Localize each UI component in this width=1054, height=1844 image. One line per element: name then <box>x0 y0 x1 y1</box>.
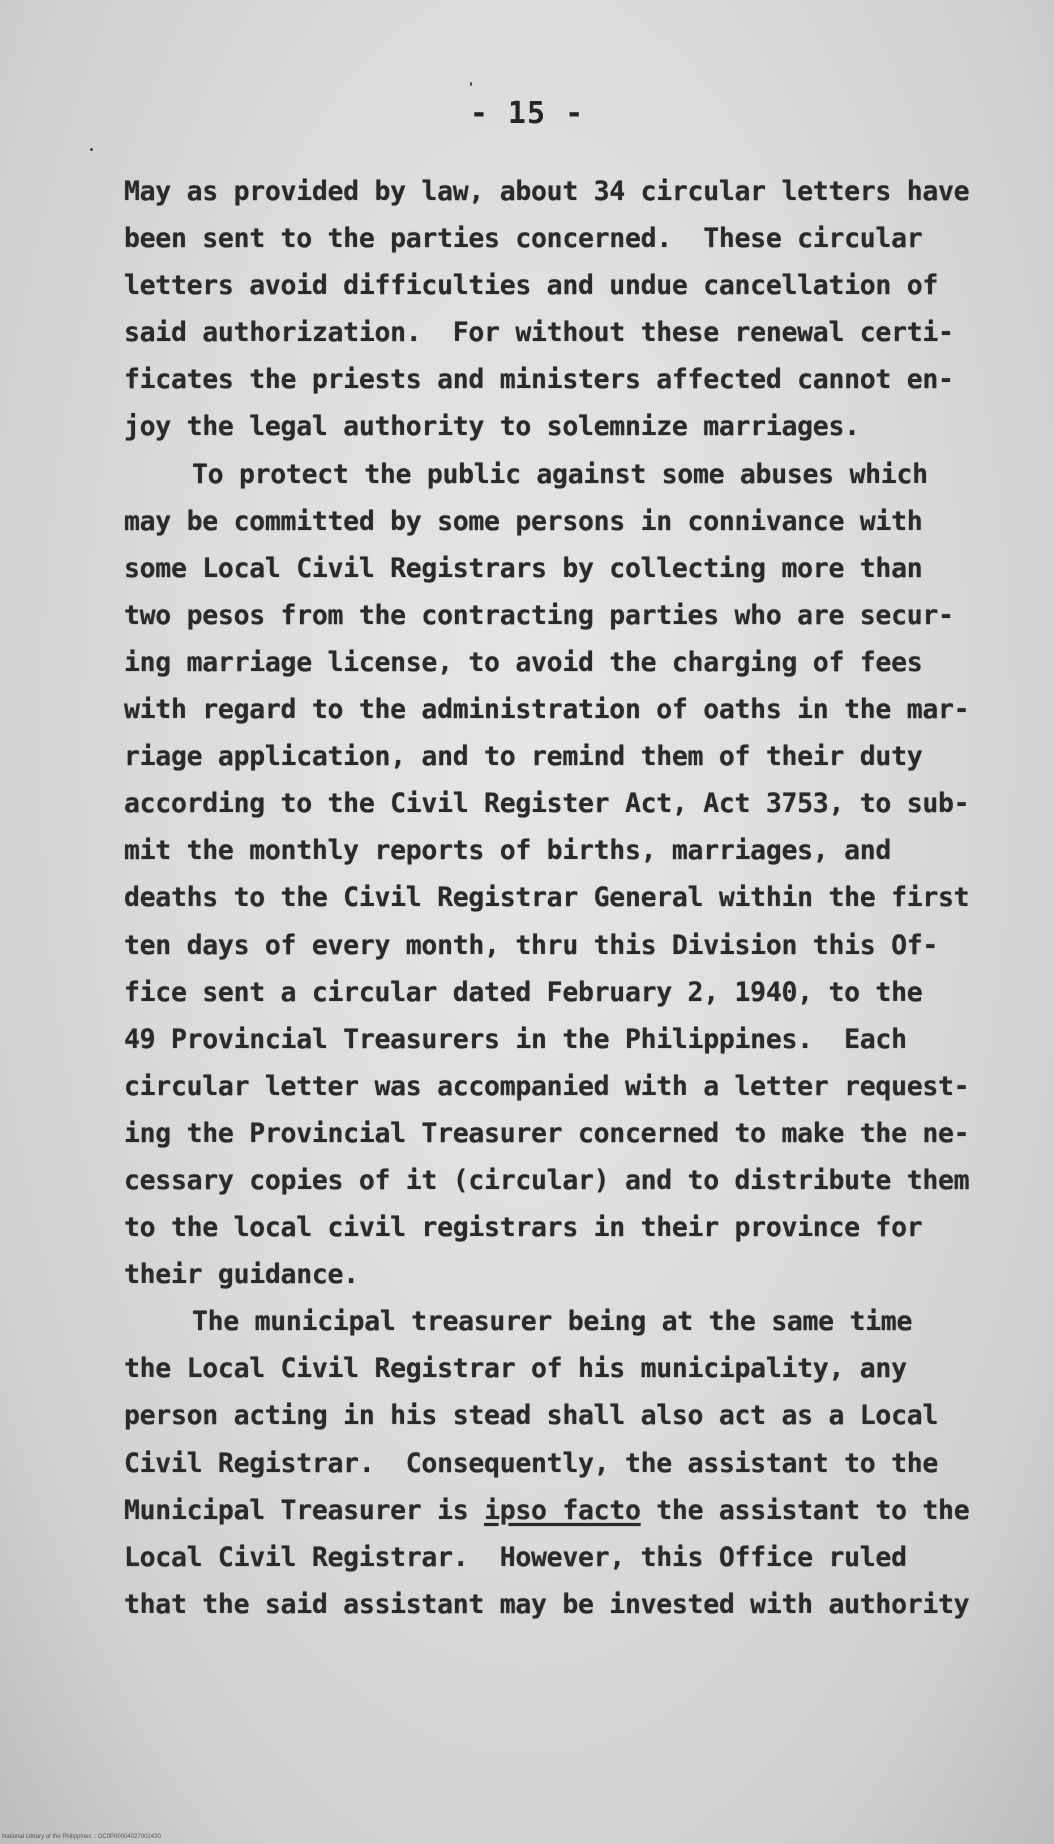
text-line-indented <box>124 451 954 498</box>
text-line: the Local Civil Registrar of his municipality, any <box>124 1353 907 1385</box>
text-line: Civil Registrar. Consequently, the assistant to the <box>124 1447 939 1479</box>
text-line-content: To protect the public against some abuses which <box>192 458 928 490</box>
text-line-content: The municipal treasurer being at the same time <box>192 1306 913 1338</box>
text-line: two pesos from the contracting parties who are secur- <box>124 599 954 631</box>
text-line: been sent to the parties concerned. These circular <box>124 223 923 255</box>
text-line-indented <box>124 1298 954 1345</box>
text-line: joy the legal authority to solemnize marriages. <box>124 411 860 443</box>
scan-speck <box>470 82 472 86</box>
text-line: according to the Civil Register Act, Act 3753, to sub- <box>124 788 970 820</box>
emphasis-before: Municipal Treasurer is <box>124 1494 485 1526</box>
archive-footer-stamp: National Library of the Philippines :: DC0P00004027002430 <box>2 1834 161 1840</box>
text-line: letters avoid difficulties and undue cancellation of <box>124 270 939 302</box>
text-line: riage application, and to remind them of their duty <box>124 741 923 773</box>
scan-speck <box>90 148 93 151</box>
page-number: - 15 - <box>469 96 585 131</box>
text-line: some Local Civil Registrars by collecting more than <box>124 552 923 584</box>
text-line: ing marriage license, to avoid the charging of fees <box>124 646 923 678</box>
text-line: mit the monthly reports of births, marriages, and <box>124 835 892 867</box>
text-line: to the local civil registrars in their province for <box>124 1212 923 1244</box>
emphasis-after: the assistant to the <box>640 1494 970 1526</box>
text-line: cessary copies of it (circular) and to distribute them <box>124 1164 970 1196</box>
text-line: May as provided by law, about 34 circular letters have <box>124 176 970 207</box>
text-line: fice sent a circular dated February 2, 1940, to the <box>124 976 923 1008</box>
text-line: ten days of every month, thru this Division this Of- <box>124 929 939 961</box>
text-line: person acting in his stead shall also act as a Local <box>124 1400 939 1432</box>
text-line: may be committed by some persons in connivance with <box>124 505 923 537</box>
text-line: ficates the priests and ministers affected cannot en- <box>124 364 954 396</box>
text-line: 49 Provincial Treasurers in the Philippines. Each <box>124 1023 907 1055</box>
body-text <box>124 168 970 1628</box>
text-line: circular letter was accompanied with a letter request- <box>124 1070 970 1102</box>
text-line: ing the Provincial Treasurer concerned to make the ne- <box>124 1117 970 1149</box>
text-line-with-emphasis <box>124 1487 970 1534</box>
text-line: that the said assistant may be invested with authority <box>124 1588 970 1620</box>
text-line: with regard to the administration of oaths in the mar- <box>124 694 970 726</box>
text-line: said authorization. For without these renewal certi- <box>124 317 954 349</box>
text-line: Local Civil Registrar. However, this Office ruled <box>124 1541 907 1573</box>
text-line: their guidance. <box>124 1259 359 1291</box>
ipso-facto-underlined: ipso facto <box>484 1494 641 1526</box>
text-line: deaths to the Civil Registrar General within the first <box>124 882 970 914</box>
